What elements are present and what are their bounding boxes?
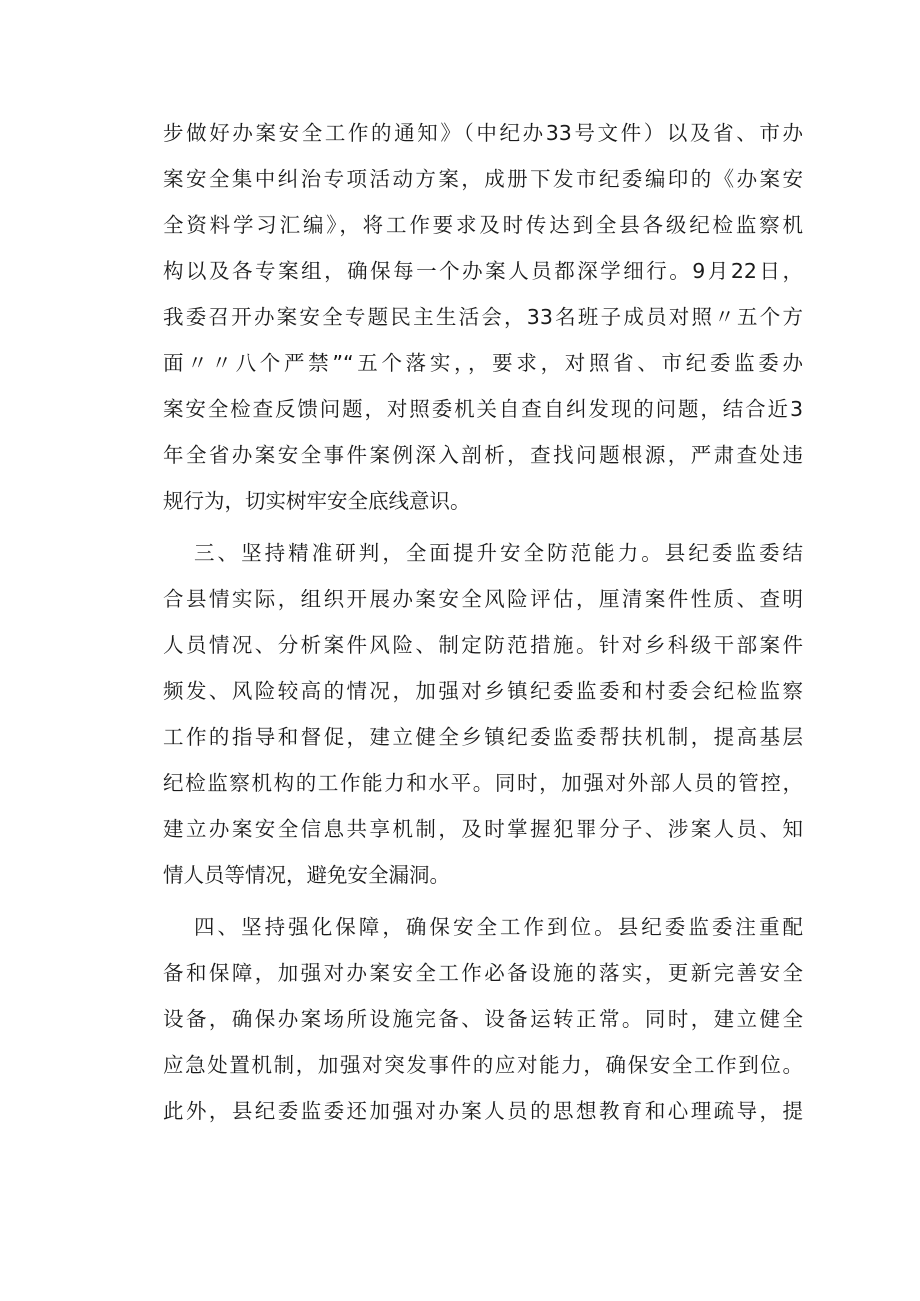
text-line: 案安全检查反馈问题，对照委机关自查自纠发现的问题，结合近3 [163,397,803,421]
text-line: 合县情实际，组织开展办案安全风险评估，厘清案件性质、查明 [163,587,803,611]
text-line: 纪检监察机构的工作能力和水平。同时，加强对外部人员的管控， [163,771,803,795]
text-line: 建立办案安全信息共享机制，及时掌握犯罪分子、涉案人员、知 [163,817,803,841]
document-body [163,110,803,1134]
text-line: 步做好办案安全工作的通知》（中纪办33号文件）以及省、市办 [163,121,803,145]
text-line: 案安全集中纠治专项活动方案，成册下发市纪委编印的《办案安 [163,167,803,191]
paragraph-section-three [163,530,803,898]
text-line: 频发、风险较高的情况，加强对乡镇纪委监委和村委会纪检监察 [163,679,803,703]
text-line: 全资料学习汇编》，将工作要求及时传达到全县各级纪检监察机 [163,213,803,237]
section-heading-line: 四、坚持强化保障，确保安全工作到位。县纪委监委注重配 [194,915,803,939]
paragraph-section-four [163,904,803,1134]
text-line: 情人员等情况，避免安全漏洞。 [163,863,450,887]
text-line: 面〃〃八个严禁”“五个落实，，要求，对照省、市纪委监委办 [163,351,803,375]
text-line: 设备，确保办案场所设施完备、设备运转正常。同时，建立健全 [163,1007,803,1031]
text-line: 此外，县纪委监委还加强对办案人员的思想教育和心理疏导，提 [163,1099,803,1123]
text-line: 人员情况、分析案件风险、制定防范措施。针对乡科级干部案件 [163,633,803,657]
text-line: 备和保障，加强对办案安全工作必备设施的落实，更新完善安全 [163,961,803,985]
section-heading-line: 三、坚持精准研判，全面提升安全防范能力。县纪委监委结 [194,541,803,565]
text-line: 年全省办案安全事件案例深入剖析，查找问题根源，严肃查处违 [163,443,803,467]
text-line: 规行为，切实树牢安全底线意识。 [163,489,471,513]
text-line: 工作的指导和督促，建立健全乡镇纪委监委帮扶机制，提高基层 [163,725,803,749]
text-line: 我委召开办案安全专题民主生活会，33名班子成员对照〃五个方 [163,305,803,329]
paragraph-continuation [163,110,803,524]
text-line: 构以及各专案组，确保每一个办案人员都深学细行。9月22日， [163,259,803,283]
text-line: 应急处置机制，加强对突发事件的应对能力，确保安全工作到位。 [163,1053,803,1077]
